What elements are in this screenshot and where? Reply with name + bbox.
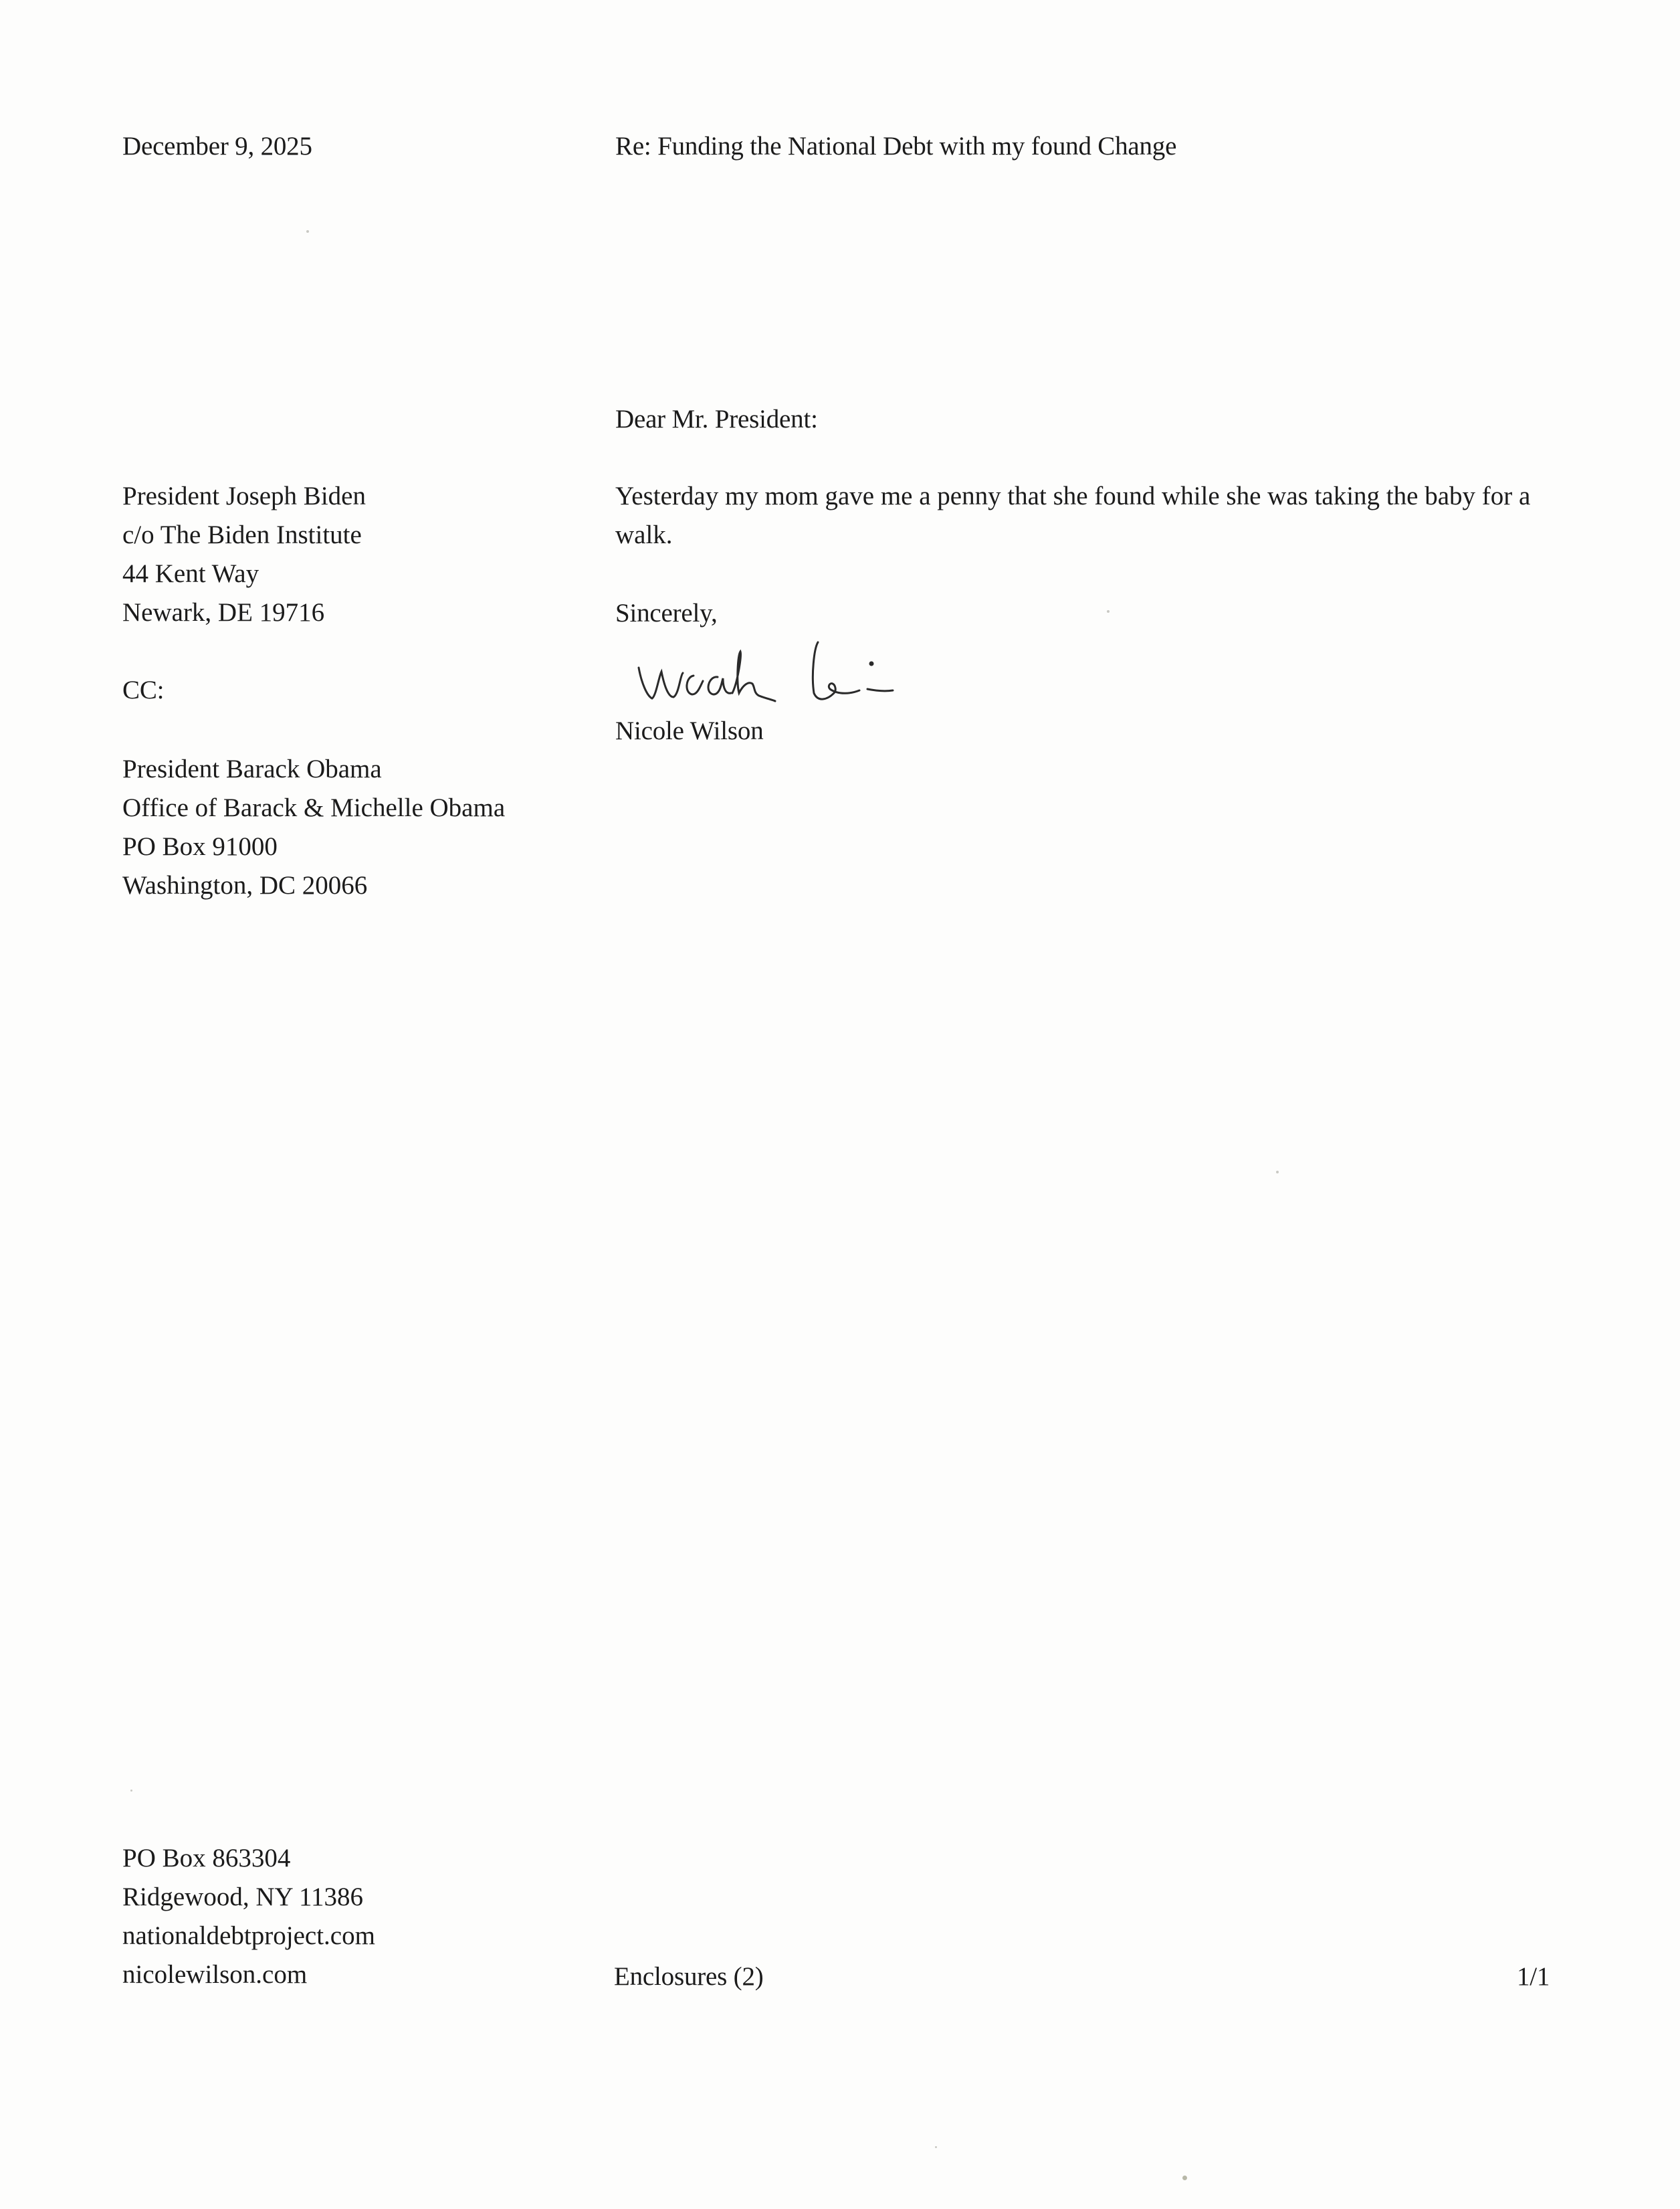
scan-speck <box>1182 2176 1187 2180</box>
sender-address <box>122 1839 375 1994</box>
scan-speck <box>1276 1171 1279 1173</box>
recipient-line: Newark, DE 19716 <box>122 598 325 627</box>
salutation: Dear Mr. President: <box>615 405 818 434</box>
sender-line: Ridgewood, NY 11386 <box>122 1883 364 1911</box>
letter-body: Yesterday my mom gave me a penny that she found while she was taking the baby for a walk. <box>615 482 1531 549</box>
cc-line: Washington, DC 20066 <box>122 871 368 900</box>
letter-subject: Re: Funding the National Debt with my found Change <box>615 132 1177 161</box>
sender-line: nicolewilson.com <box>122 1960 308 1989</box>
recipient-line: c/o The Biden Institute <box>122 520 362 549</box>
cc-line: Office of Barack & Michelle Obama <box>122 793 506 822</box>
signer-name: Nicole Wilson <box>615 716 764 745</box>
scan-speck <box>935 2146 937 2148</box>
recipient-line: President Joseph Biden <box>122 482 366 510</box>
handwritten-signature <box>632 629 926 716</box>
sender-line: PO Box 863304 <box>122 1844 291 1872</box>
scan-speck <box>130 1790 132 1792</box>
cc-line: PO Box 91000 <box>122 832 278 861</box>
recipient-address <box>122 477 366 632</box>
sender-line: nationaldebtproject.com <box>122 1921 375 1950</box>
letter-date: December 9, 2025 <box>122 132 312 161</box>
cc-address <box>122 750 505 905</box>
cc-label: CC: <box>122 676 165 704</box>
scan-speck <box>306 230 309 233</box>
closing: Sincerely, <box>615 599 718 628</box>
scan-speck <box>1107 610 1110 613</box>
recipient-line: 44 Kent Way <box>122 559 259 588</box>
enclosures-note: Enclosures (2) <box>614 1962 764 1991</box>
page-number: 1/1 <box>1517 1962 1550 1991</box>
cc-line: President Barack Obama <box>122 755 382 783</box>
